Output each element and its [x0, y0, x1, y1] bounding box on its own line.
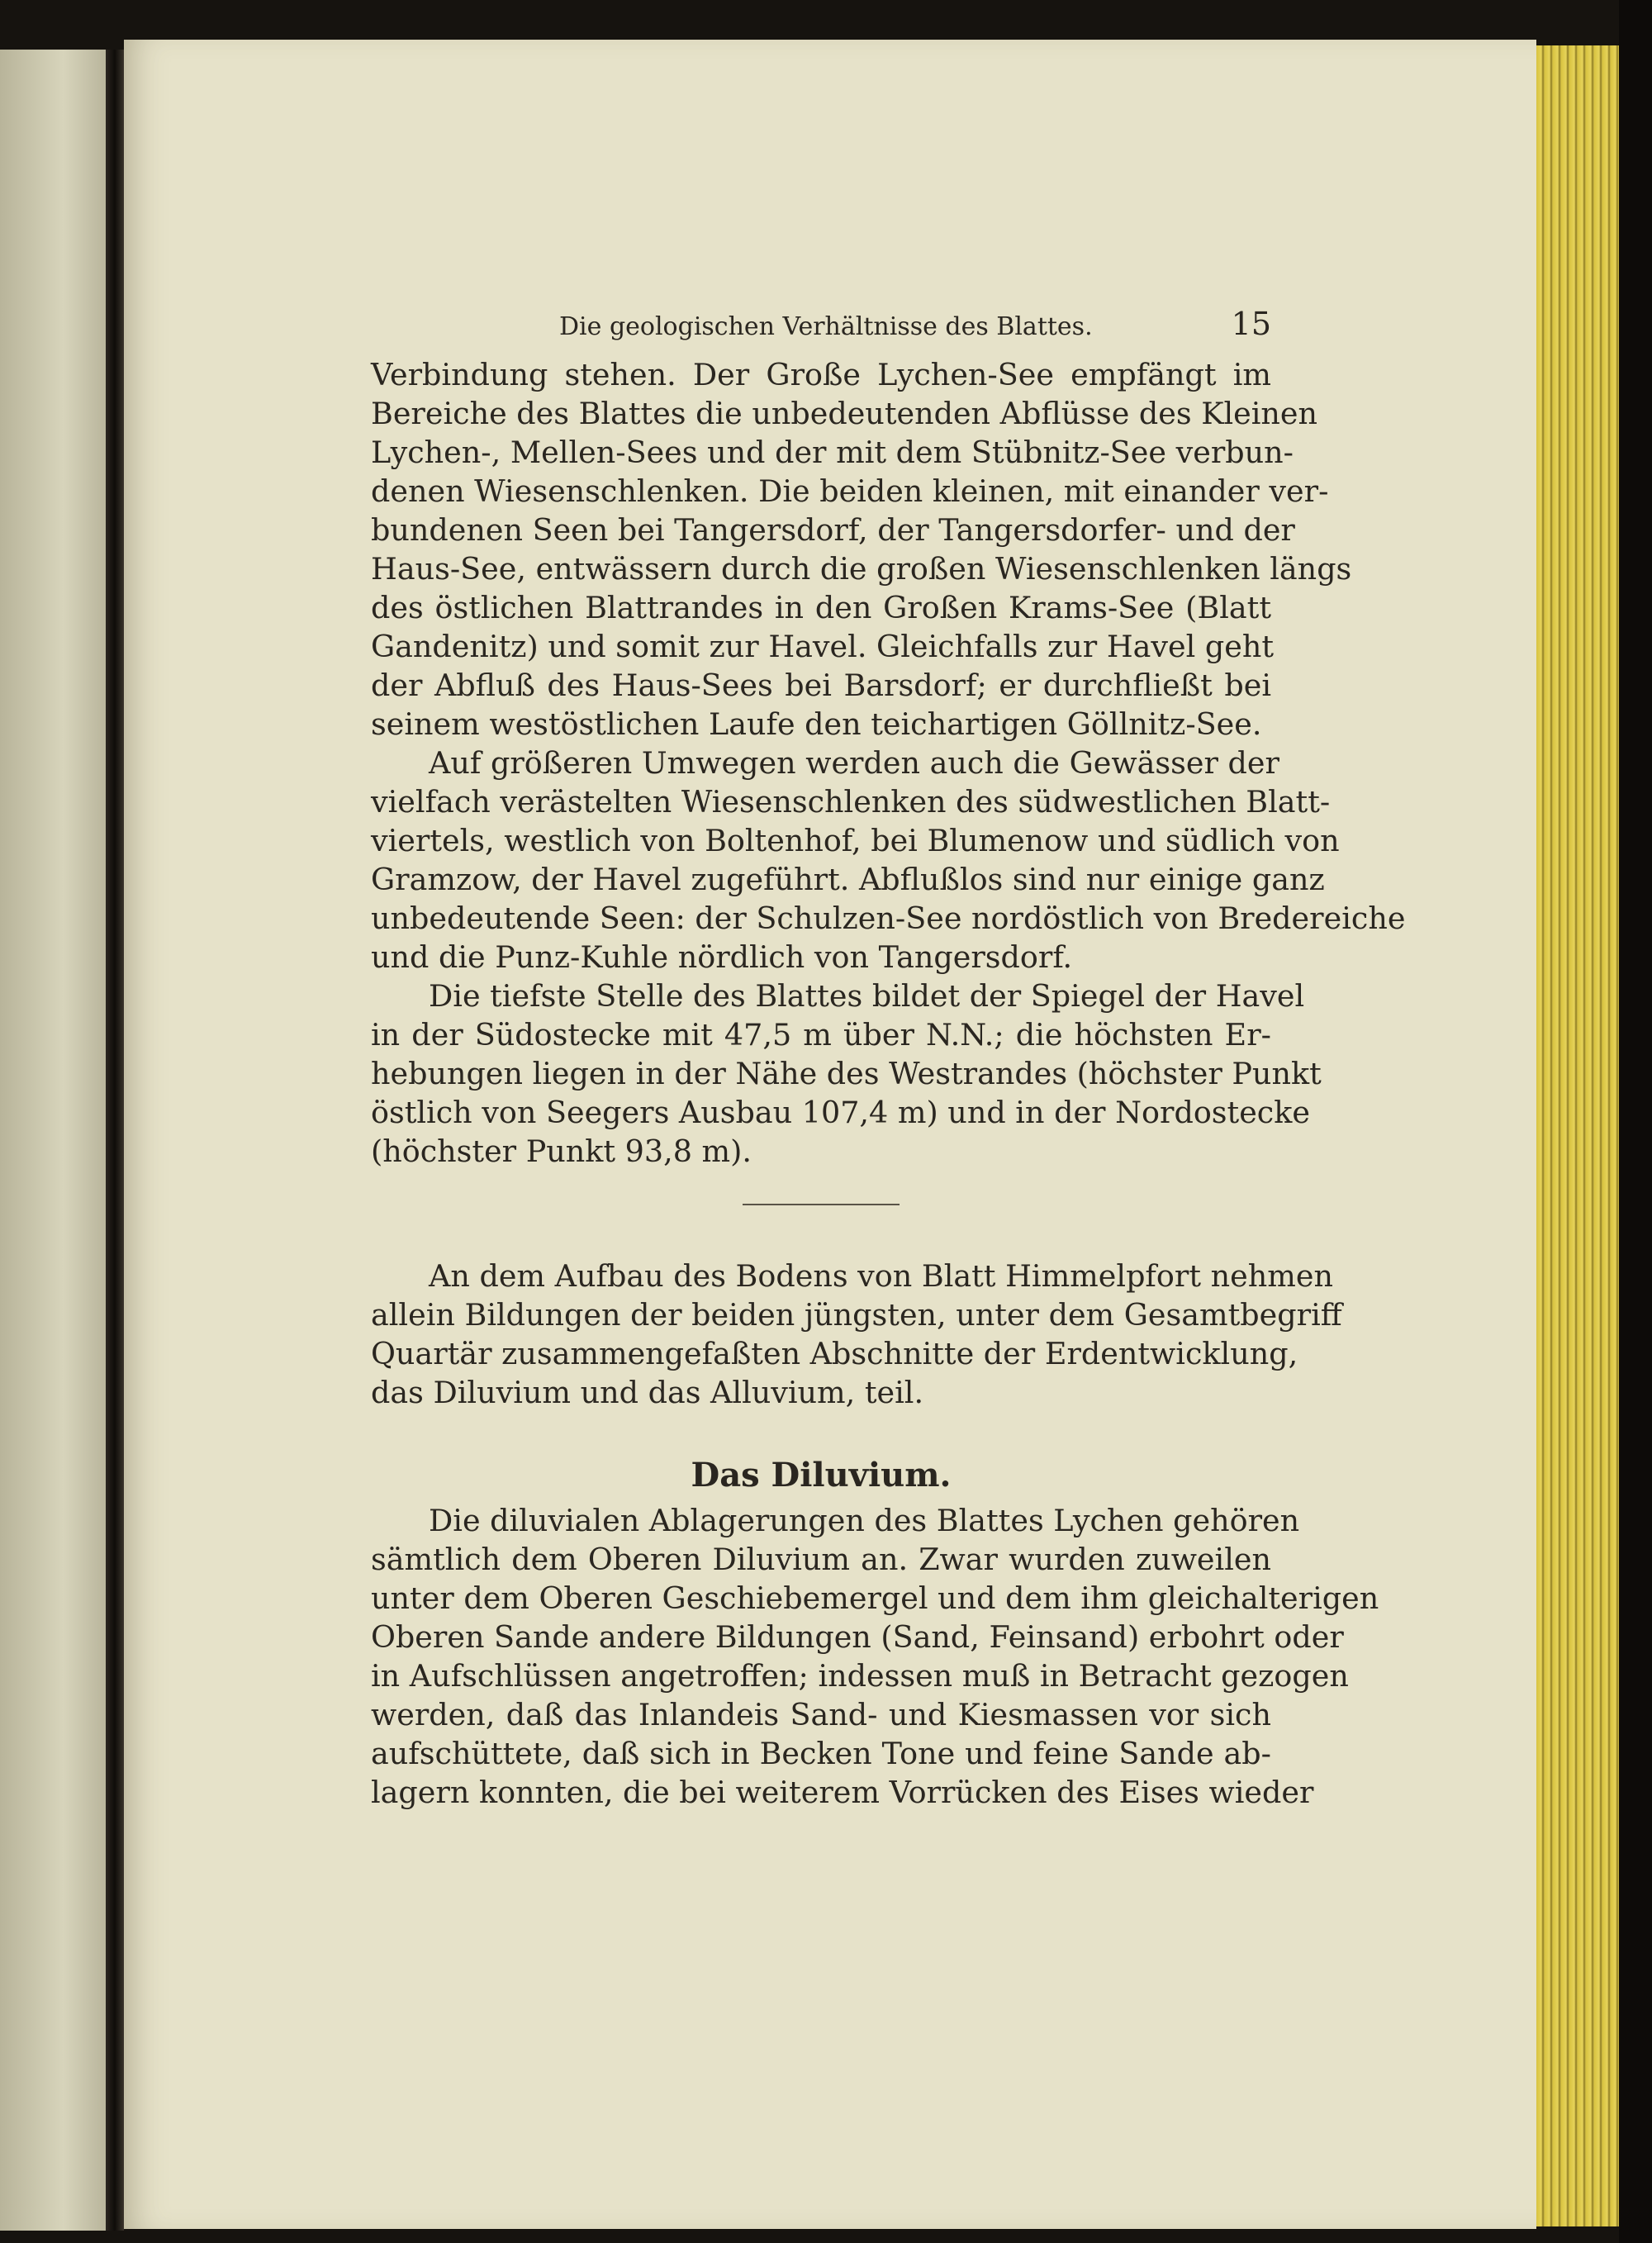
text-line: Gandenitz) und somit zur Havel. Gleichfalls zur Havel geht	[371, 629, 1275, 664]
paragraph	[371, 355, 1352, 744]
page-header	[371, 306, 1271, 355]
paragraph	[371, 977, 1322, 1171]
text-line: viertels, westlich von Boltenhof, bei Blumenow und südlich von	[371, 823, 1340, 858]
text-line: denen Wiesenschlenken. Die beiden kleinen, mit einander ver-	[371, 473, 1329, 509]
running-title: Die geologischen Verhältnisse des Blattes.	[559, 312, 1093, 341]
text-line: lagern konnten, die bei weiterem Vorrücken des Eises wieder	[371, 1775, 1314, 1810]
text-line: in der Südostecke mit 47,5 m über N.N.; die höchsten Er-	[371, 1017, 1271, 1053]
text-line: östlich von Seegers Ausbau 107,4 m) und in der Nordostecke	[371, 1095, 1310, 1130]
text-line: aufschüttete, daß sich in Becken Tone und feine Sande ab-	[371, 1736, 1271, 1771]
text-line: Gramzow, der Havel zugeführt. Abflußlos sind nur einige ganz	[371, 862, 1325, 897]
text-line: Oberen Sande andere Bildungen (Sand, Feinsand) erbohrt oder	[371, 1619, 1344, 1655]
book-cover-edge	[1619, 0, 1652, 2243]
text-line: werden, daß das Inlandeis Sand- und Kiesmassen vor sich	[371, 1697, 1271, 1732]
text-line: Verbindung stehen. Der Große Lychen-See empfängt im	[371, 357, 1271, 392]
text-line: (höchster Punkt 93,8 m).	[371, 1133, 752, 1169]
text-line: des östlichen Blattrandes in den Großen Krams-See (Blatt	[371, 590, 1271, 625]
text-line: seinem westöstlichen Laufe den teichartigen Göllnitz-See.	[371, 706, 1262, 742]
text-line: Haus-See, entwässern durch die großen Wiesenschlenken längs	[371, 551, 1352, 587]
text-line: An dem Aufbau des Bodens von Blatt Himmelpfort nehmen	[429, 1258, 1333, 1294]
text-line: in Aufschlüssen angetroffen; indessen muß in Betracht gezogen	[371, 1658, 1349, 1694]
text-line: das Diluvium und das Alluvium, teil.	[371, 1375, 924, 1410]
paragraph	[371, 1257, 1342, 1412]
text-line: vielfach verästelten Wiesenschlenken des südwestlichen Blatt-	[371, 784, 1331, 820]
text-line: bundenen Seen bei Tangersdorf, der Tangersdorfer- und der	[371, 512, 1295, 548]
text-line: hebungen liegen in der Nähe des Westrandes (höchster Punkt	[371, 1056, 1322, 1091]
left-page-edge	[0, 50, 106, 2231]
section-heading: Das Diluvium.	[691, 1456, 952, 1495]
text-line: unter dem Oberen Geschiebemergel und dem ihm gleichalterigen	[371, 1580, 1379, 1616]
paragraph	[371, 744, 1406, 977]
text-line: Die diluvialen Ablagerungen des Blattes Lychen gehören	[429, 1503, 1300, 1538]
text-line: Lychen-, Mellen-Sees und der mit dem Stübnitz-See verbun-	[371, 435, 1294, 470]
text-line: und die Punz-Kuhle nördlich von Tangersdorf.	[371, 939, 1073, 975]
text-line: unbedeutende Seen: der Schulzen-See nordöstlich von Bredereiche	[371, 901, 1406, 936]
text-line: Quartär zusammengefaßten Abschnitte der Erdentwicklung,	[371, 1336, 1298, 1371]
text-line: Auf größeren Umwegen werden auch die Gewässer der	[429, 745, 1279, 781]
text-line: sämtlich dem Oberen Diluvium an. Zwar wurden zuweilen	[371, 1542, 1271, 1577]
text-line: Bereiche des Blattes die unbedeutenden Abflüsse des Kleinen	[371, 396, 1318, 431]
page-edges	[1536, 45, 1619, 2226]
text-line: Die tiefste Stelle des Blattes bildet der Spiegel der Havel	[429, 978, 1305, 1014]
page-number: 15	[1231, 306, 1271, 342]
paragraph	[371, 1501, 1379, 1812]
text-line: der Abfluß des Haus-Sees bei Barsdorf; er durchfließt bei	[371, 668, 1271, 703]
section-divider	[743, 1204, 900, 1205]
text-block	[371, 306, 1406, 1812]
book-gutter	[106, 50, 124, 2231]
text-line: allein Bildungen der beiden jüngsten, unter dem Gesamtbegriff	[371, 1297, 1342, 1333]
